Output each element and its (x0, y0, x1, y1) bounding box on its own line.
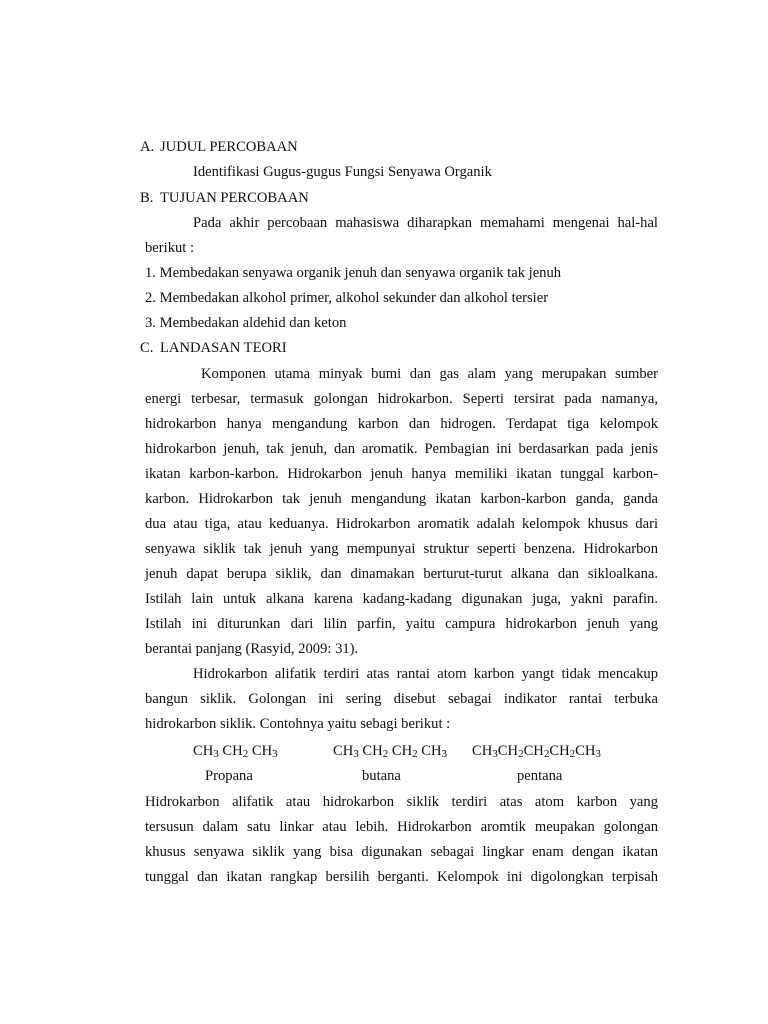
paragraph-line: senyawa siklik tak jenuh yang mempunyai struktur seperti benzena. Hidrokarbon (145, 541, 658, 557)
section-b-letter: B. (140, 190, 154, 206)
paragraph-line: hidrokarbon siklik. Contohnya yaitu sebagi berikut : (145, 716, 451, 732)
paragraph-line: dua atau tiga, atau keduanya. Hidrokarbon aromatik adalah kelompok khusus dari (145, 516, 658, 532)
paragraph-line: Hidrokarbon alifatik terdiri atas rantai atom karbon yangt tidak mencakup (193, 666, 658, 682)
section-c-heading (140, 339, 287, 357)
section-c-letter: C. (140, 340, 154, 356)
paragraph-line: khusus senyawa siklik yang bisa digunakan sebagai lingkar enam dengan ikatan (145, 844, 658, 860)
name-butana: butana (362, 768, 401, 784)
name-pentana: pentana (517, 768, 563, 784)
section-b-intro-line: berikut : (145, 240, 195, 256)
paragraph-line: hidrokarbon hanya mengandung karbon dan hidrogen. Terdapat tiga kelompok (145, 416, 658, 432)
paragraph-line: jenuh dapat berupa siklik, dan dinamakan berturut-turut alkana dan sikloalkana. (145, 566, 658, 582)
formula-propana: $CH_3$ $CH_2$ $CH_3$ (193, 743, 278, 760)
name-propana: Propana (205, 768, 253, 784)
paragraph-line: hidrokarbon jenuh, tak jenuh, dan aromatik. Pembagian ini berdasarkan pada jenis (145, 441, 658, 457)
section-a-heading-text: JUDUL PERCOBAAN (160, 139, 298, 155)
paragraph-line: tunggal dan ikatan rangkap bersilih berganti. Kelompok ini digolongkan terpisah (145, 869, 658, 885)
paragraph-line: tersusun dalam satu linkar atau lebih. Hidrokarbon aromtik meupakan golongan (145, 819, 658, 835)
paragraph-line: bangun siklik. Golongan ini sering disebut sebagai indikator rantai terbuka (145, 691, 658, 707)
paragraph-line: berantai panjang (Rasyid, 2009: 31). (145, 641, 359, 657)
formula-pentana: $CH_3CH_2CH_2CH_2CH_3$ (472, 743, 601, 760)
objective-item: 3. Membedakan aldehid dan keton (145, 315, 347, 331)
objective-item: 2. Membedakan alkohol primer, alkohol sekunder dan alkohol tersier (145, 290, 549, 306)
section-a-heading (140, 138, 298, 156)
formula-butana: $CH_3$ $CH_2$ $CH_2$ $CH_3$ (333, 743, 448, 760)
paragraph-line: Komponen utama minyak bumi dan gas alam yang merupakan sumber (201, 366, 658, 382)
section-b-intro-line: Pada akhir percobaan mahasiswa diharapkan memahami mengenai hal-hal (193, 215, 658, 231)
paragraph-line: Hidrokarbon alifatik atau hidrokarbon siklik terdiri atas atom karbon yang (145, 794, 658, 810)
paragraph-line: Istilah ini diturunkan dari lilin parfin, yaitu campura hidrokarbon jenuh yang (145, 616, 658, 632)
paragraph-line: Istilah lain untuk alkana karena kadang-kadang digunakan juga, yakni parafin. (145, 591, 658, 607)
section-c-heading-text: LANDASAN TEORI (160, 340, 287, 356)
section-a-letter: A. (140, 139, 155, 155)
section-a-title: Identifikasi Gugus-gugus Fungsi Senyawa Organik (193, 164, 492, 180)
paragraph-line: karbon. Hidrokarbon tak jenuh mengandung ikatan karbon-karbon ganda, ganda (145, 491, 658, 507)
section-b-heading (140, 189, 309, 207)
objective-item: 1. Membedakan senyawa organik jenuh dan senyawa organik tak jenuh (145, 265, 562, 281)
section-b-heading-text: TUJUAN PERCOBAAN (160, 190, 309, 206)
paragraph-line: energi terbesar, termasuk golongan hidrokarbon. Seperti tersirat pada namanya, (145, 391, 658, 407)
paragraph-line: ikatan karbon-karbon. Hidrokarbon jenuh hanya memiliki ikatan tunggal karbon- (145, 466, 658, 482)
